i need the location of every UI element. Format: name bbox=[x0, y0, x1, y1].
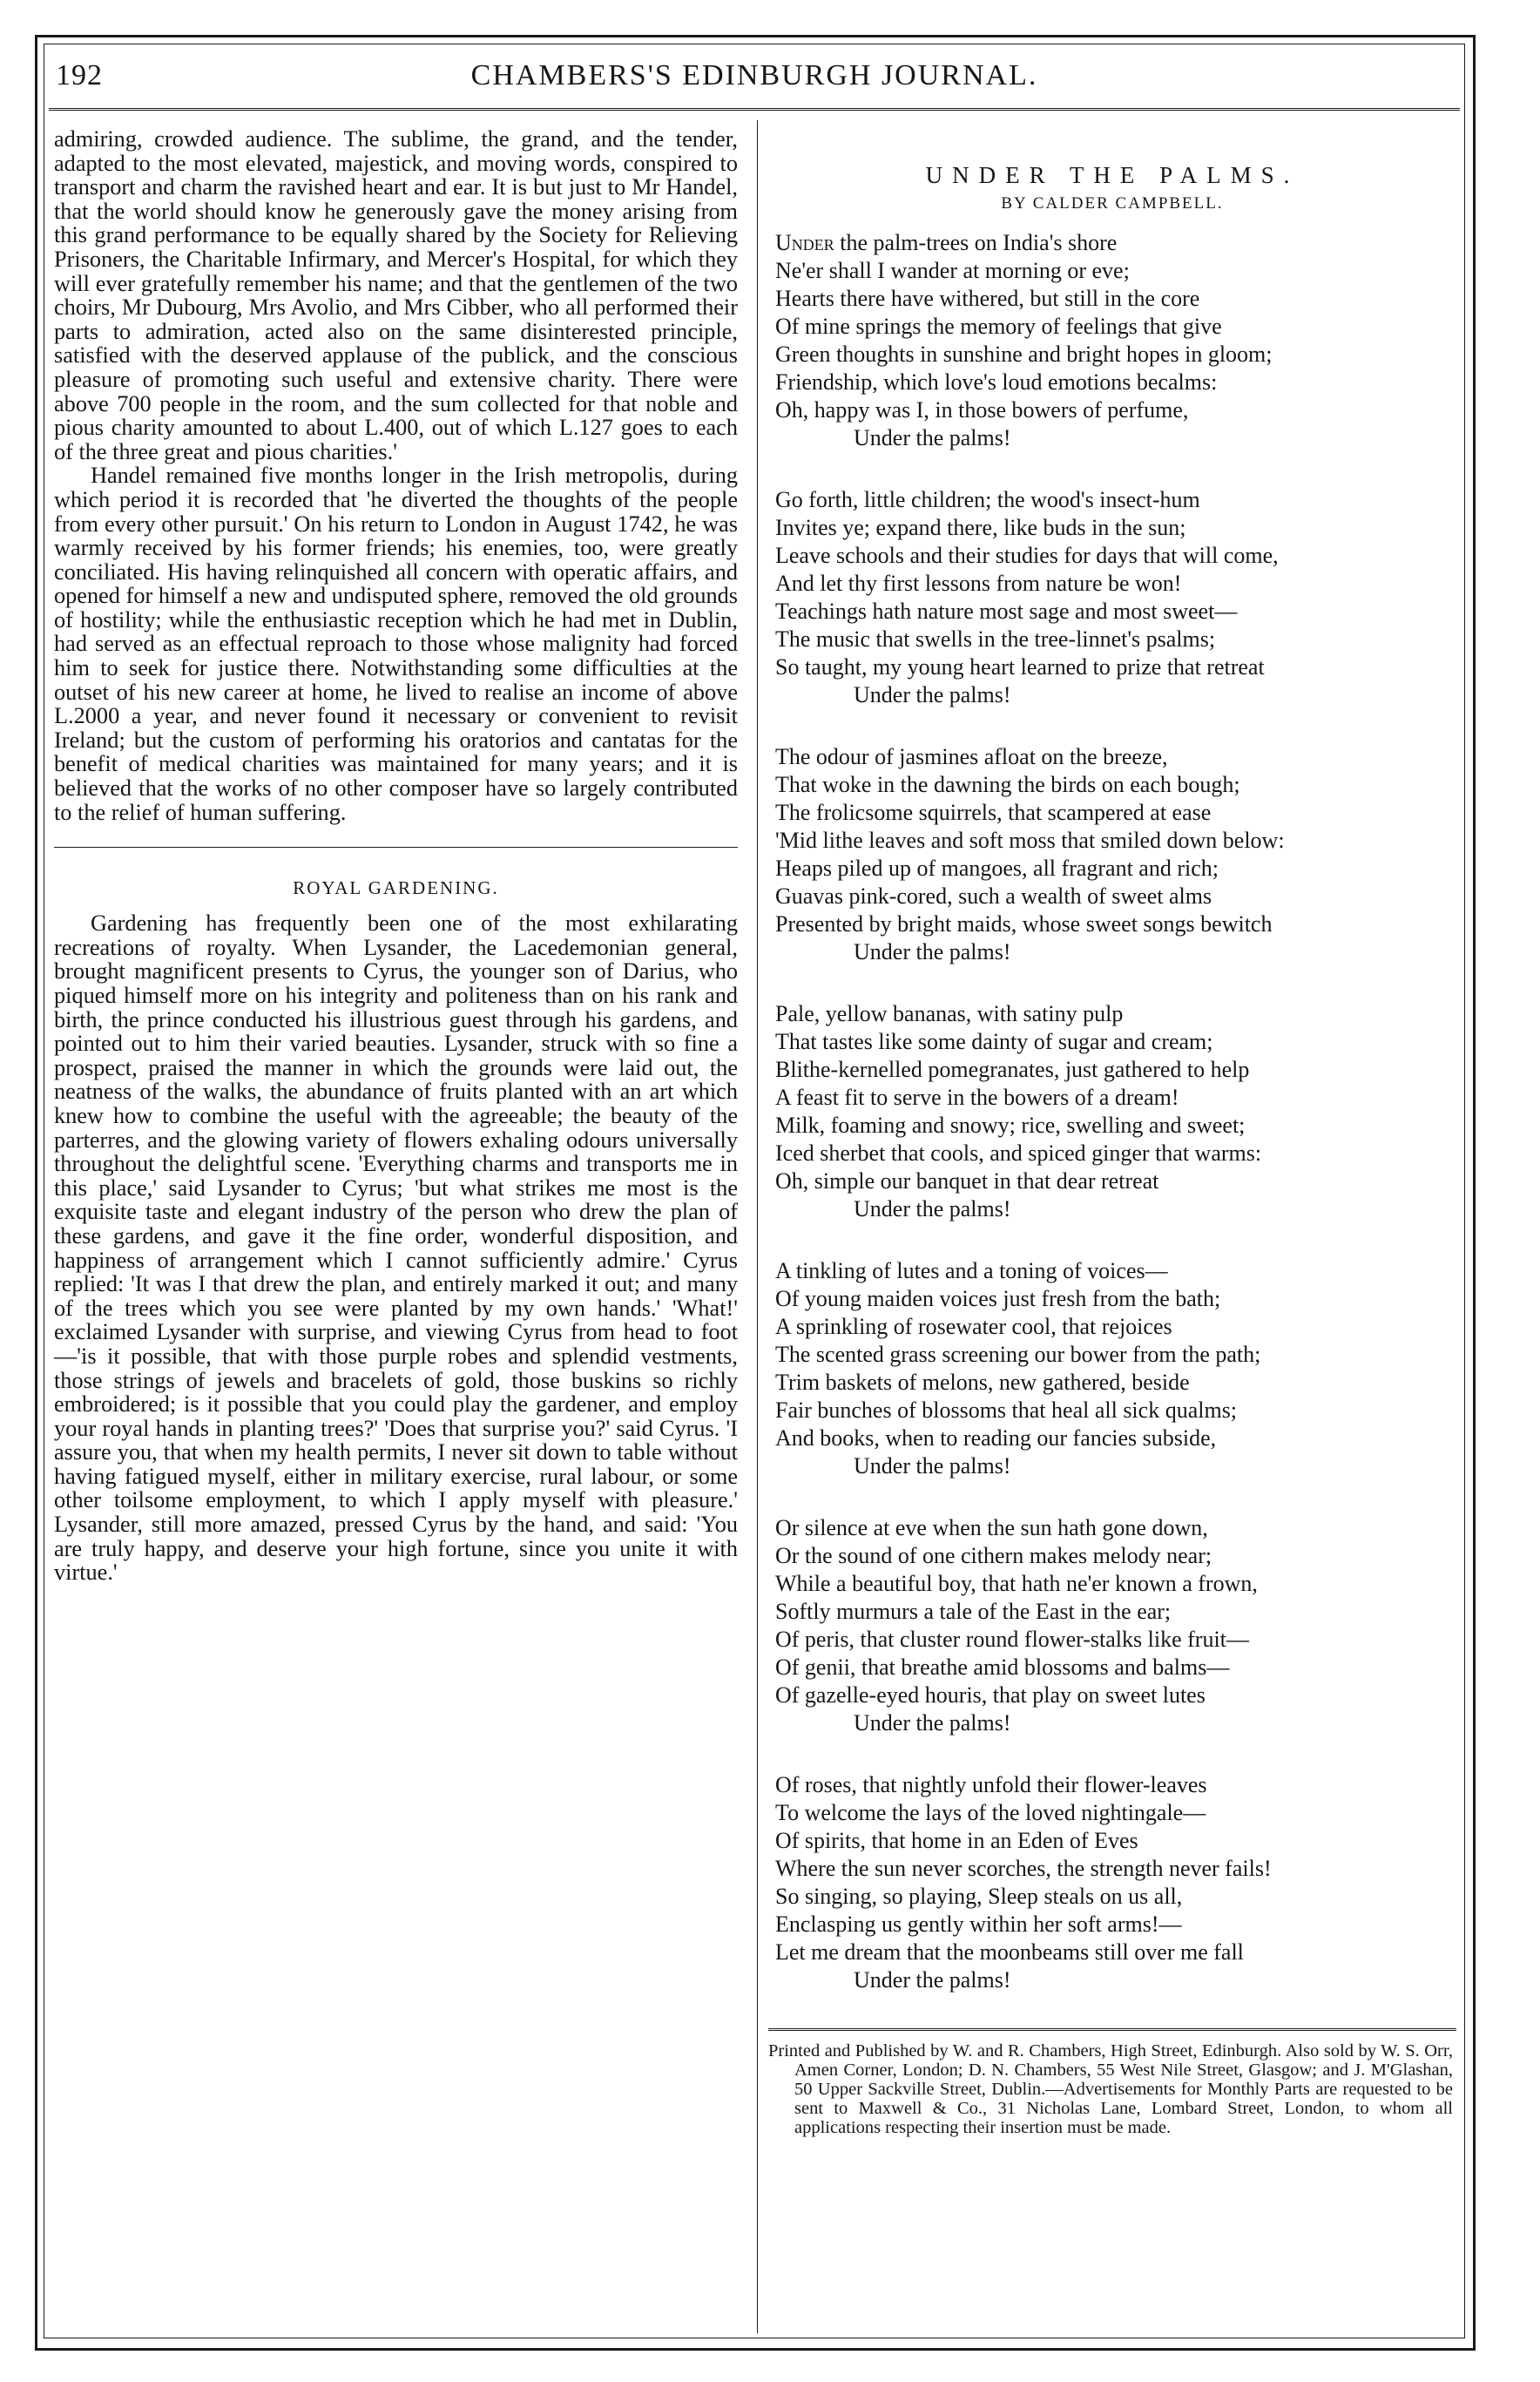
poem-line: Friendship, which love's loud emotions becalms: bbox=[775, 369, 1218, 395]
imprint-notice: Printed and Published by W. and R. Chambers, High Street, Edinburgh. Also sold by W. S. Orr, Amen Corner, London; D. N. Chambers, 55 West Nile Street, Glasgow; and J. M'Glashan, 50 Upper Sackville Street, Dublin.—Advertisements for Monthly Parts are requested to be sent to Maxwell & Co., 31 Nicholas Lane, Lombard Street, London, to whom all applications respecting their insertion must be made. bbox=[768, 2041, 1453, 2137]
poem-refrain: Under the palms! bbox=[854, 1453, 1011, 1479]
poem-line: Of young maiden voices just fresh from the bath; bbox=[775, 1286, 1221, 1311]
poem-line: Leave schools and their studies for days that will come, bbox=[775, 543, 1279, 568]
poem-line: That tastes like some dainty of sugar and cream; bbox=[775, 1029, 1213, 1054]
poem-line: Of genii, that breathe amid blossoms and balms— bbox=[775, 1655, 1230, 1680]
poem-stanza bbox=[768, 1000, 1456, 1223]
gardening-paragraph: Gardening has frequently been one of the most exhilarating recreations of royalty. When Lysander, the Lacedemonian general, brought magnificent presents to Cyrus, the younger son of Darius, who piqued himself more on his integrity and politeness than on his rank and birth, the prince conducted his illustrious guest through his gardens, and pointed out to him their varied beauties. Lysander, struck with so fine a prospect, praised the manner in which the grounds were laid out, the neatness of the walks, the abundance of fruits planted with an art which knew how to combine the useful with the agreeable; the beauty of the parterres, and the glowing variety of flowers exhaling odours universally throughout the delightful scene. 'Everything charms and transports me in this place,' said Lysander to Cyrus; 'but what strikes me most is the exquisite taste and elegant industry of the person who drew the plan of these gardens, and gave it the fine order, wonderful disposition, and happiness of arrangement which I cannot sufficiently admire.' Cyrus replied: 'It was I that drew the plan, and entirely marked it out; and many of the trees which you see were planted by my own hands.' 'What!' exclaimed Lysander with surprise, and viewing Cyrus from head to foot—'is it possible, that with those purple robes and splendid vestments, those strings of jewels and bracelets of gold, those buskins so richly embroidered; is it possible that you could play the gardener, and employ your royal hands in planting trees?' 'Does that surprise you?' said Cyrus. 'I assure you, that when my health permits, I never sit down to table without having fatigued myself, either in military exercise, rural labour, or some other toilsome employment, to which I apply myself with pleasure.' Lysander, still more amazed, pressed Cyrus by the hand, and said: 'You are truly happy, and deserve your high fortune, since you unite it with virtue.' bbox=[54, 910, 738, 1586]
poem-line: Guavas pink-cored, such a wealth of sweet alms bbox=[775, 883, 1212, 909]
poem-line: Pale, yellow bananas, with satiny pulp bbox=[775, 1001, 1124, 1026]
poem-line: Blithe-kernelled pomegranates, just gathered to help bbox=[775, 1057, 1250, 1082]
poem-refrain: Under the palms! bbox=[854, 939, 1011, 964]
poem-line: The frolicsome squirrels, that scampered at ease bbox=[775, 800, 1212, 825]
poem-line bbox=[775, 229, 1456, 257]
poem-line: Trim baskets of melons, new gathered, beside bbox=[775, 1370, 1190, 1395]
poem-line: So singing, so playing, Sleep steals on us all, bbox=[775, 1884, 1183, 1909]
poem-line: Hearts there have withered, but still in the core bbox=[775, 286, 1200, 311]
poem-line: Iced sherbet that cools, and spiced ginger that warms: bbox=[775, 1140, 1262, 1166]
poem-line: Let me dream that the moonbeams still over me fall bbox=[775, 1939, 1244, 1965]
poem-line: Or silence at eve when the sun hath gone down, bbox=[775, 1515, 1208, 1540]
poem-refrain: Under the palms! bbox=[854, 1710, 1011, 1736]
poem-line: That woke in the dawning the birds on each bough; bbox=[775, 772, 1240, 797]
poem-line: Softly murmurs a tale of the East in the ear; bbox=[775, 1599, 1172, 1624]
poem-line: Of spirits, that home in an Eden of Eves bbox=[775, 1828, 1138, 1853]
poem-line: The scented grass screening our bower from the path; bbox=[775, 1342, 1261, 1367]
poem-refrain: Under the palms! bbox=[854, 682, 1011, 707]
poem-line: While a beautiful boy, that hath ne'er known a frown, bbox=[775, 1571, 1258, 1596]
poem-title: UNDER THE PALMS. bbox=[925, 162, 1300, 188]
handel-paragraph-continued: admiring, crowded audience. The sublime, the grand, and the tender, adapted to the most elevated, majestick, and moving words, conspired to transport and charm the ravished heart and ear. It is but just to Mr Handel, that the world should know he generously gave the money arising from this grand performance to be equally shared by the Society for Relieving Prisoners, the Charitable Infirmary, and Mercer's Hospital, for which they will ever gratefully remember his name; and that the gentlemen of the two choirs, Mr Dubourg, Mrs Avolio, and Mrs Cibber, who all performed their parts to admiration, acted also on the same disinterested principle, satisfied with the deserved applause of the publick, and the conscious pleasure of promoting such useful and extensive charity. There were above 700 people in the room, and the sum collected for that noble and pious charity amounted to about L.400, out of which L.127 goes to each of the three great and pious charities.' bbox=[54, 126, 738, 464]
page-number: 192 bbox=[56, 59, 103, 91]
poem-stanza bbox=[768, 486, 1456, 709]
poem-line: Where the sun never scorches, the strength never fails! bbox=[775, 1856, 1272, 1881]
poem-line: Enclasping us gently within her soft arms!— bbox=[775, 1912, 1182, 1937]
poem-stanza bbox=[768, 1771, 1456, 1994]
poem-line: Green thoughts in sunshine and bright hopes in gloom; bbox=[775, 342, 1273, 367]
section-divider bbox=[54, 847, 738, 848]
poem-stanza bbox=[768, 229, 1456, 452]
poem-line: Milk, foaming and snowy; rice, swelling and sweet; bbox=[775, 1113, 1246, 1138]
poem-line: The music that swells in the tree-linnet's psalms; bbox=[775, 626, 1216, 652]
poem-line: And let thy first lessons from nature be won! bbox=[775, 571, 1182, 596]
poem-line: A feast fit to serve in the bowers of a dream! bbox=[775, 1085, 1179, 1110]
poem-line: 'Mid lithe leaves and soft moss that smiled down below: bbox=[775, 828, 1285, 853]
left-column bbox=[54, 127, 738, 1585]
poem-line: Heaps piled up of mangoes, all fragrant and rich; bbox=[775, 856, 1219, 881]
poem-stanza bbox=[768, 1257, 1456, 1480]
poem-line: Of gazelle-eyed houris, that play on sweet lutes bbox=[775, 1682, 1206, 1708]
article-title-royal-gardening: ROYAL GARDENING. bbox=[293, 877, 499, 899]
poem-line: To welcome the lays of the loved nightingale— bbox=[775, 1800, 1206, 1825]
poem-line: A sprinkling of rosewater cool, that rejoices bbox=[775, 1314, 1172, 1339]
poem-refrain: Under the palms! bbox=[854, 425, 1011, 450]
poem-line: So taught, my young heart learned to prize that retreat bbox=[775, 654, 1265, 680]
poem-refrain: Under the palms! bbox=[854, 1196, 1011, 1221]
poem-line: Or the sound of one cithern makes melody near; bbox=[775, 1543, 1212, 1568]
poem-first-word: Under bbox=[775, 230, 834, 255]
poem-line: Fair bunches of blossoms that heal all sick qualms; bbox=[775, 1397, 1238, 1423]
poem-line: Of mine springs the memory of feelings that give bbox=[775, 314, 1222, 339]
poem-byline: BY CALDER CAMPBELL. bbox=[1001, 194, 1224, 213]
poem-line: The odour of jasmines afloat on the breeze, bbox=[775, 744, 1168, 769]
poem-line-text: the palm-trees on India's shore bbox=[834, 230, 1118, 255]
poem-line: Presented by bright maids, whose sweet songs bewitch bbox=[775, 911, 1273, 937]
poem-line: Of roses, that nightly unfold their flower-leaves bbox=[775, 1772, 1207, 1797]
column-divider bbox=[757, 120, 758, 2333]
right-column bbox=[768, 127, 1456, 2137]
imprint-divider bbox=[768, 2028, 1456, 2031]
poem-line: Of peris, that cluster round flower-stalks like fruit— bbox=[775, 1627, 1249, 1652]
poem-line: Ne'er shall I wander at morning or eve; bbox=[775, 258, 1130, 283]
journal-title: CHAMBERS'S EDINBURGH JOURNAL. bbox=[470, 59, 1038, 91]
poem-line: Oh, simple our banquet in that dear retreat bbox=[775, 1168, 1159, 1194]
handel-paragraph: Handel remained five months longer in the Irish metropolis, during which period it is recorded that 'he diverted the thoughts of the people from every other pursuit.' On his return to London in August 1742, he was warmly received by his former friends; his enemies, too, were greatly conciliated. His having relinquished all concern with operatic affairs, and opened for himself a new and undisputed sphere, removed the old grounds of hostility; while the enthusiastic reception which he had met in Dublin, had served as an effectual reproach to those whose malignity had forced him to seek for justice there. Notwithstanding some difficulties at the outset of his new career at home, he lived to realise an income of above L.2000 a year, and never found it necessary or convenient to revisit Ireland; but the custom of performing his oratorios and cantatas for the benefit of medical charities was maintained for many years; and it is believed that the works of no other composer have so largely contributed to the relief of human suffering. bbox=[54, 463, 738, 825]
poem-stanza bbox=[768, 743, 1456, 966]
poem-line: Oh, happy was I, in those bowers of perfume, bbox=[775, 397, 1189, 423]
poem-refrain: Under the palms! bbox=[854, 1967, 1011, 1993]
poem-body bbox=[768, 229, 1456, 1994]
page-header bbox=[49, 54, 1460, 111]
poem-line: Invites ye; expand there, like buds in the sun; bbox=[775, 515, 1186, 540]
poem-line: A tinkling of lutes and a toning of voices— bbox=[775, 1258, 1168, 1283]
poem-line: And books, when to reading our fancies subside, bbox=[775, 1425, 1217, 1451]
poem-line: Teachings hath nature most sage and most sweet— bbox=[775, 599, 1238, 624]
poem-line: Go forth, little children; the wood's insect-hum bbox=[775, 487, 1200, 512]
poem-stanza bbox=[768, 1514, 1456, 1737]
